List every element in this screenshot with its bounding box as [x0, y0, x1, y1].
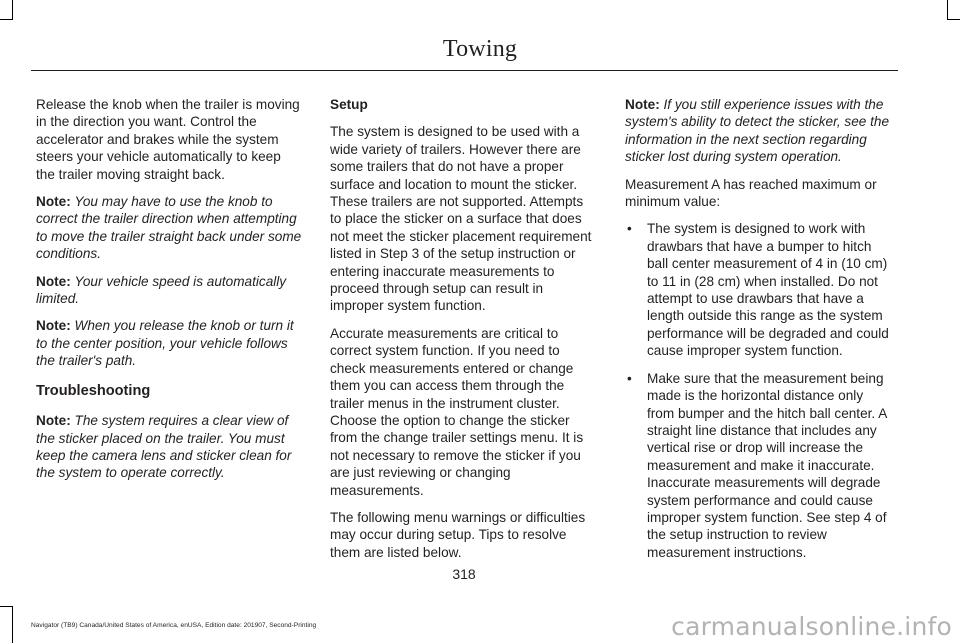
header-divider — [31, 70, 898, 71]
note-label: Note: — [36, 318, 71, 334]
note — [36, 273, 303, 308]
crop-mark-top-right-horizontal — [947, 19, 960, 20]
list-item-text: Make sure that the measurement being made is the horizontal distance only from bumper and the hitch ball center. A straight line distance that includes any vertical rise or drop will increase the measurement and make it inaccurate. Inaccurate measurements will degrade system performance and could cause improper system function. See step 4 of the setup instruction to review measurement instructions. — [647, 370, 887, 560]
list-item — [625, 220, 892, 359]
page-number: 318 — [452, 566, 476, 582]
list-item-text: The system is designed to work with drawbars that have a bumper to hitch ball center measurement of 4 in (10 cm) to 11 in (28 cm) when installed. Do not attempt to use drawbars that have a length outside this range as the system performance will be degraded and could cause improper system function. — [647, 221, 889, 359]
note-text: If you still experience issues with the system's ability to detect the sticker, see the information in the next section regarding sticker lost during system operation. — [625, 97, 890, 165]
list-item — [625, 370, 892, 561]
note-label: Note: — [36, 273, 71, 289]
note — [36, 412, 303, 482]
note-text: When you release the knob or turn it to the center position, your vehicle follows the trailer's path. — [36, 318, 294, 369]
footer-edition-info: Navigator (TB9) Canada/United States of America, enUSA, Edition date: 201907, Second-Printing — [31, 622, 317, 629]
crop-mark-top-right-vertical — [947, 0, 948, 20]
crop-mark-top-left-horizontal — [0, 19, 13, 20]
bullet-marker: • — [627, 221, 632, 237]
crop-mark-bottom-left-vertical — [12, 606, 13, 643]
section-heading-troubleshooting: Troubleshooting — [36, 382, 151, 399]
crop-mark-bottom-left-horizontal — [0, 606, 13, 607]
note — [36, 317, 303, 369]
note-text: You may have to use the knob to correct the trailer direction when attempting to move the trailer straight back under some conditions. — [36, 194, 302, 262]
paragraph: Accurate measurements are critical to correct system function. If you need to check measurements entered or change them you can access them through the trailer menus in the instrument cluster. Choose the option to change the sticker from the change trailer settings menu. It is not necessary to remove the sticker if you are just reviewing or changing measurements. — [330, 325, 584, 498]
paragraph: The system is designed to be used with a wide variety of trailers. However there are some trailers that do not have a proper surface and location to mount the sticker. These trailers are not supported. Attempts to place the sticker on a surface that does not meet the sticker placement requirement listed in Step 3 of the setup instruction or entering inaccurate measurements to proceed through setup can result in improper system function. — [330, 124, 592, 314]
bullet-list — [625, 220, 892, 561]
left-column — [36, 96, 303, 492]
right-column — [625, 96, 892, 571]
subheading-setup: Setup — [330, 97, 368, 112]
paragraph: Measurement A has reached maximum or minimum value: — [625, 176, 877, 210]
note — [36, 193, 303, 263]
middle-column — [330, 96, 597, 571]
bullet-marker: • — [627, 370, 632, 386]
paragraph: Release the knob when the trailer is moving in the direction you want. Control the accelerator and brakes while the system steers your vehicle automatically to keep the trailer moving straight back. — [36, 97, 300, 182]
note-text: Your vehicle speed is automatically limited. — [36, 273, 287, 307]
crop-mark-top-left-vertical — [12, 0, 13, 20]
paragraph: The following menu warnings or difficulties may occur during setup. Tips to resolve them are listed below. — [330, 509, 586, 560]
note-label: Note: — [36, 413, 71, 429]
note-label: Note: — [36, 194, 71, 210]
page-header-title: Towing — [442, 36, 518, 62]
note — [625, 96, 892, 166]
note-text: The system requires a clear view of the sticker placed on the trailer. You must keep the camera lens and sticker clean for the system to operate correctly. — [36, 413, 292, 481]
watermark: carmanualsonline.info — [671, 612, 952, 641]
note-label: Note: — [625, 97, 660, 112]
